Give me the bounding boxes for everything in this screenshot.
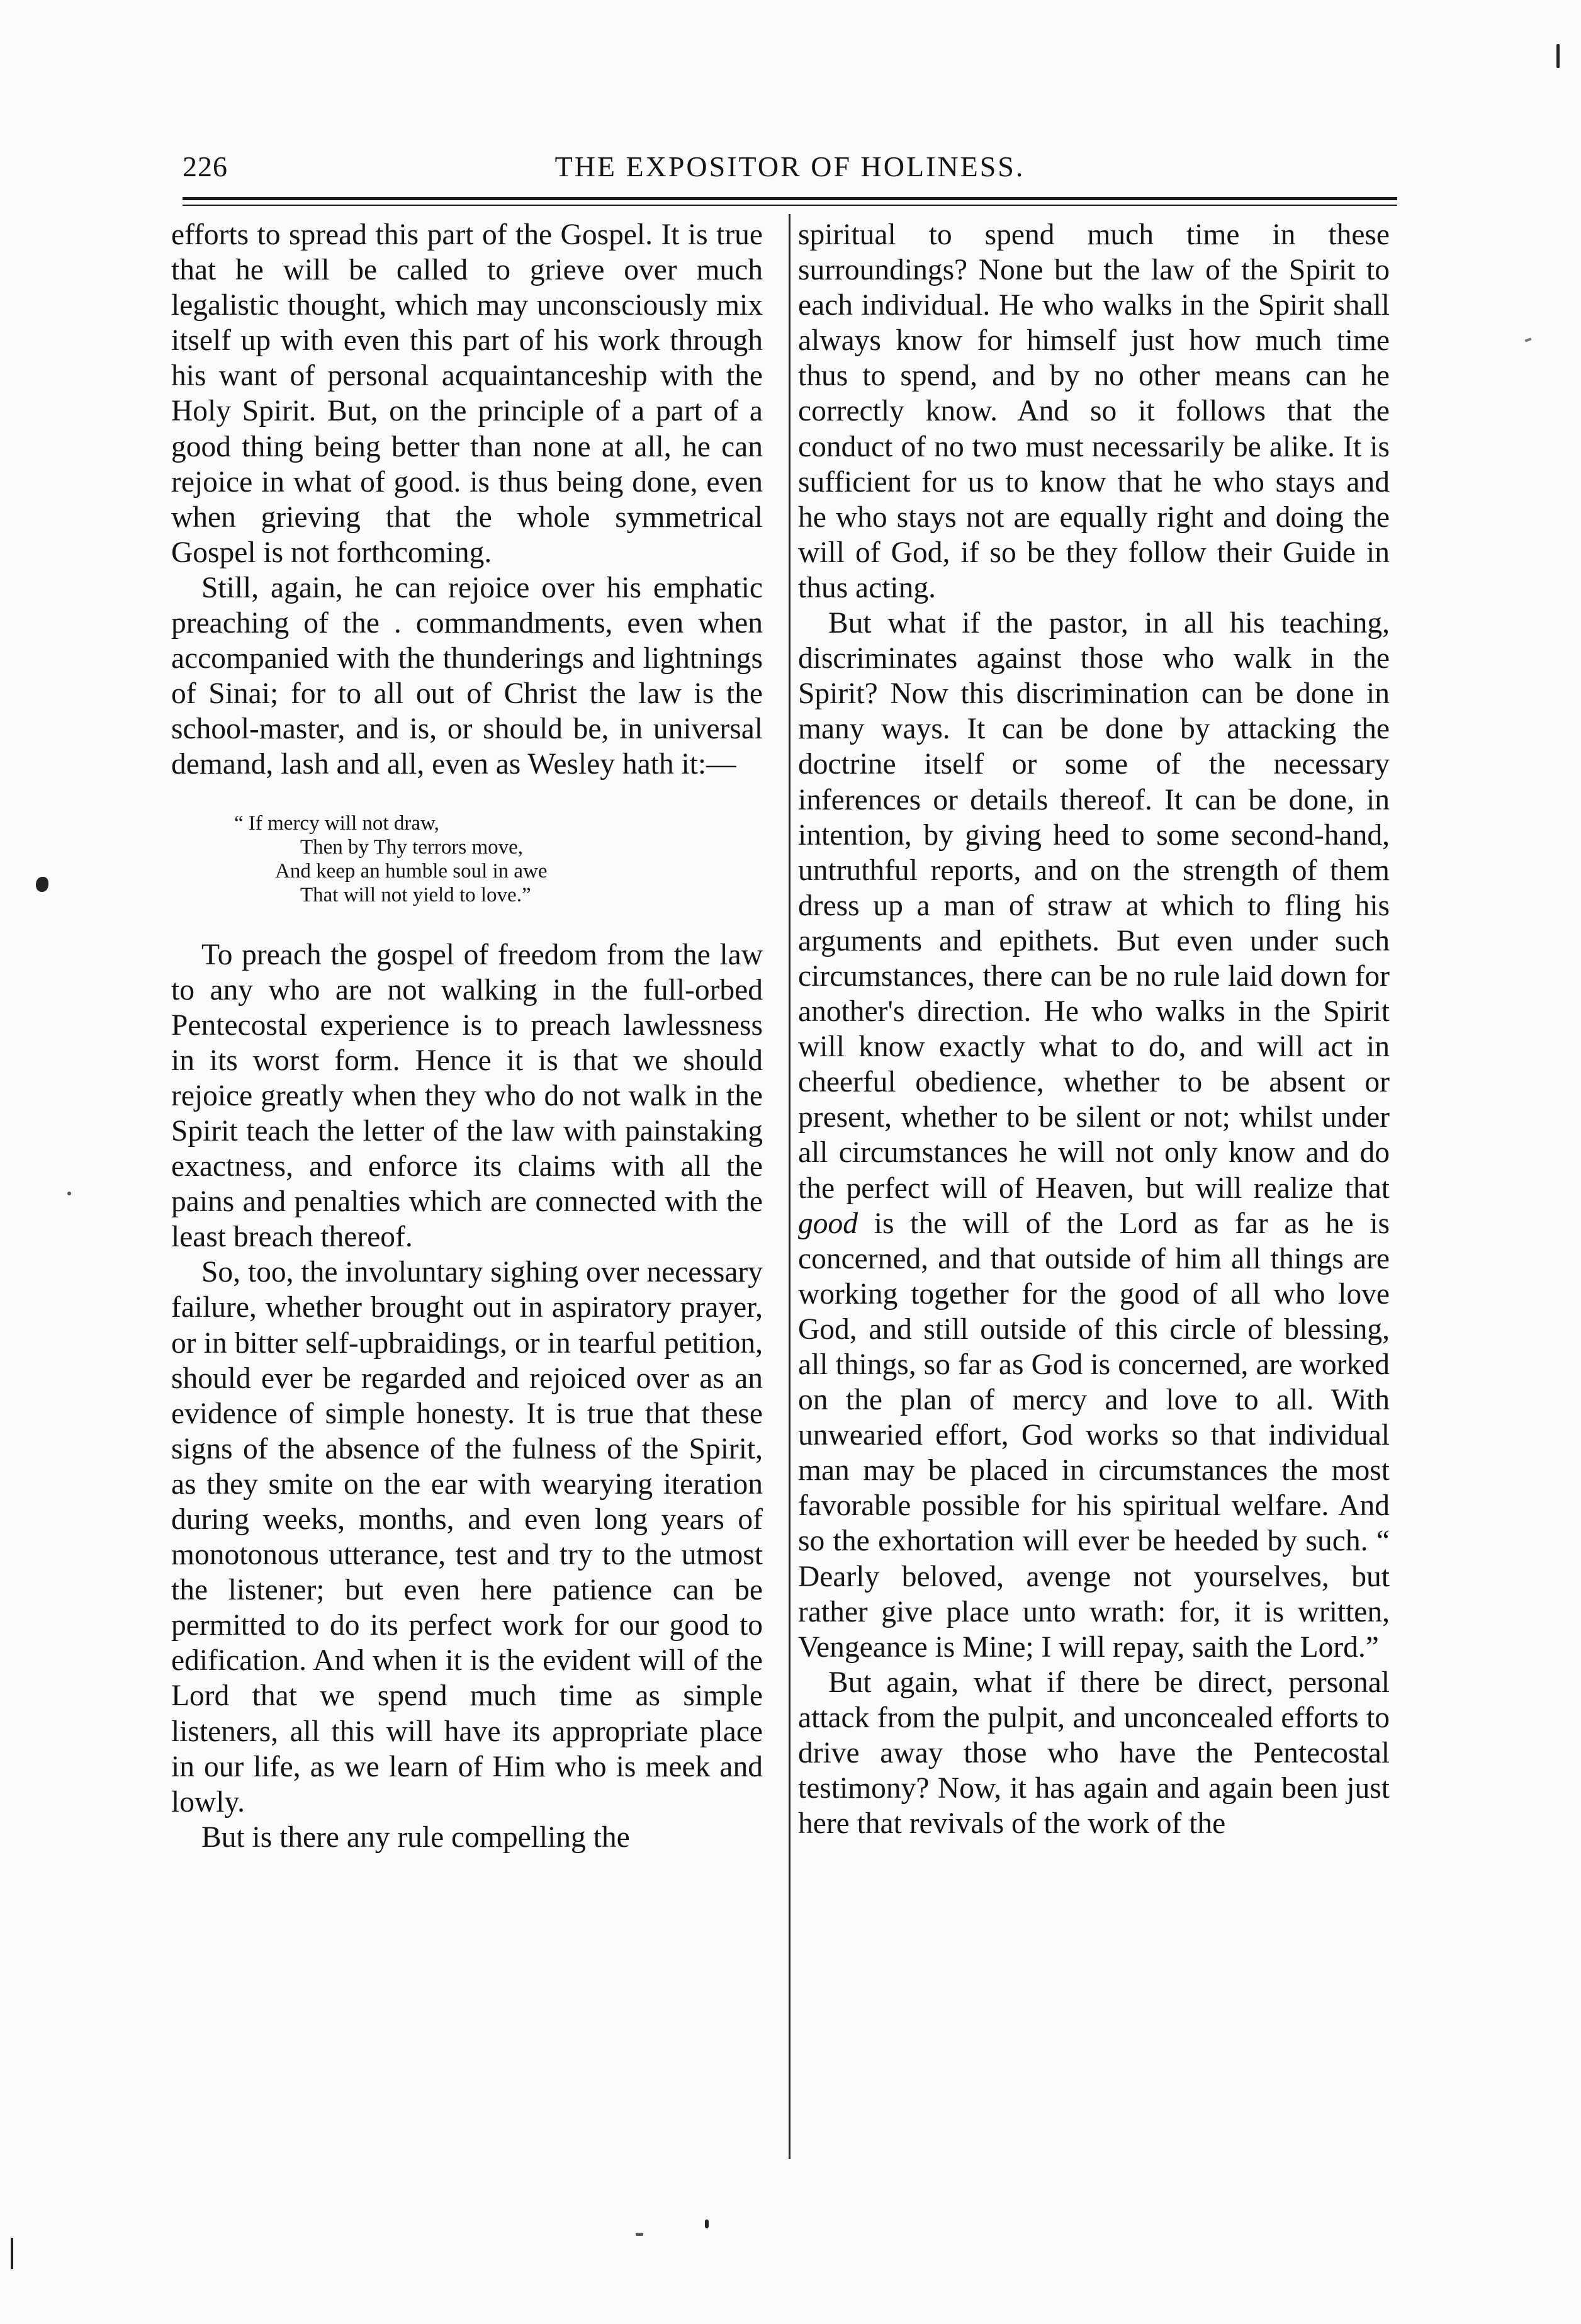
margin-tick-mark [11,2238,13,2269]
right-column [798,217,1390,1841]
margin-bullet-mark [36,877,48,892]
paragraph-text: But what if the pastor, in all his teaching, discriminates against those who walk in the Spirit? Now this discrimination can be done in many ways. It can be done by attacking the doctrine itself or some of the necessary inferences or details thereof. It can be done, in intention, by giving heed to some second-hand, untruthful reports, and on the strength of them dress up a man of straw at which to fling his arguments and epithets. But even under such circumstances, there can be no rule laid down for another's direction. He who walks in the Spirit will know exactly what to do, and will act in cheerful obedience, whether to be absent or present, whether to be silent or not; whilst under all circumstances he will not only know and do the perfect will of Heaven, but will realize that [798,607,1390,1205]
column-divider [789,214,790,2159]
poem-line: “ If mercy will not draw, [234,811,439,835]
scan-speck-mark [705,2220,709,2228]
header-rule-thick [183,197,1397,200]
header-rule-thin [183,205,1397,206]
poem-line: And keep an humble soul in awe [275,859,548,883]
paragraph: But is there any rule compelling the [201,1820,630,1854]
italic-word: good [798,1207,858,1240]
scan-speck-mark [636,2233,643,2236]
poem-quote [171,811,763,907]
paragraph: So, too, the involuntary sighing over necessary failure, whether brought out in aspiratory prayer, or in bitter self-upbraidings, or in tearful petition, should ever be regarded and rejoiced over as an evidence of simple honesty. It is true that these signs of the absence of the fulness of the Spirit, as they smite on the ear with wearying iteration during weeks, months, and even long years of monotonous utterance, test and try to the utmost the listener; but even here patience can be permitted to do its perfect work for our good to edification. And when it is the evident will of the Lord that we spend much time as simple listeners, all this will have its appropriate place in our life, as we learn of Him who is meek and lowly. [171,1256,763,1819]
paragraph: spiritual to spend much time in these surroundings? None but the law of the Spirit to each individual. He who walks in the Spirit shall always know for himself just how much time thus to spend, and by no other means can he correctly know. And so it follows that the conduct of no two must necessarily be alike. It is sufficient for us to know that he who stays and he who stays not are equally right and doing the will of God, if so be they follow their Guide in thus acting. [798,218,1390,604]
running-title: THE EXPOSITOR OF HOLINESS. [554,150,1025,183]
paragraph: To preach the gospel of freedom from the law to any who are not walking in the full-orbed Pentecostal experience is to preach lawlessness in its worst form. Hence it is that we should rejoice greatly when they who do not walk in the Spirit teach the letter of the law with painstaking exactness, and enforce its claims with all the pains and penalties which are connected with the least breach thereof. [171,938,763,1254]
paragraph: efforts to spread this part of the Gospel. It is true that he will be called to grieve over much legalistic thought, which may unconsciously mix itself up with even this part of his work through his want of personal acquaintanceship with the Holy Spirit. But, on the principle of a part of a good thing being better than none at all, he can rejoice in what of good. is thus being done, even when grieving that the whole symmetrical Gospel is not forthcoming. [171,218,763,569]
poem-line: That will not yield to love.” [300,883,531,906]
left-column [171,217,763,1855]
paragraph: But again, what if there be direct, personal attack from the pulpit, and unconcealed efforts to drive away those who have the Pentecostal testimony? Now, it has again and again been just here that revivals of the work of the [798,1666,1390,1841]
scan-speck-mark [1525,337,1532,342]
page-header [183,148,1397,192]
paragraph [798,606,1390,1665]
paragraph-text: is the will of the Lord as far as he is concerned, and that outside of him all things are working together for the good of all who love God, and still outside of this circle of blessing, all things, so far as God is concerned, are worked on the plan of mercy and love to all. With unwearied effort, God works so that individual man may be placed in circumstances the most favorable possible for his spiritual welfare. And so the exhortation will ever be heeded by such. “ Dearly beloved, avenge not yourselves, but rather give place unto wrath: for, it is written, Vengeance is Mine; I will repay, saith the Lord.” [798,1207,1390,1664]
paragraph: Still, again, he can rejoice over his emphatic preaching of the . commandments, even when accompanied with the thunderings and lightnings of Sinai; for to all out of Christ the law is the school-master, and is, or should be, in universal demand, lash and all, even as Wesley hath it:— [171,571,763,781]
margin-tick-mark [1556,44,1560,68]
poem-line: Then by Thy terrors move, [300,835,524,859]
scan-speck-mark [67,1192,71,1195]
page-number: 226 [183,150,228,183]
